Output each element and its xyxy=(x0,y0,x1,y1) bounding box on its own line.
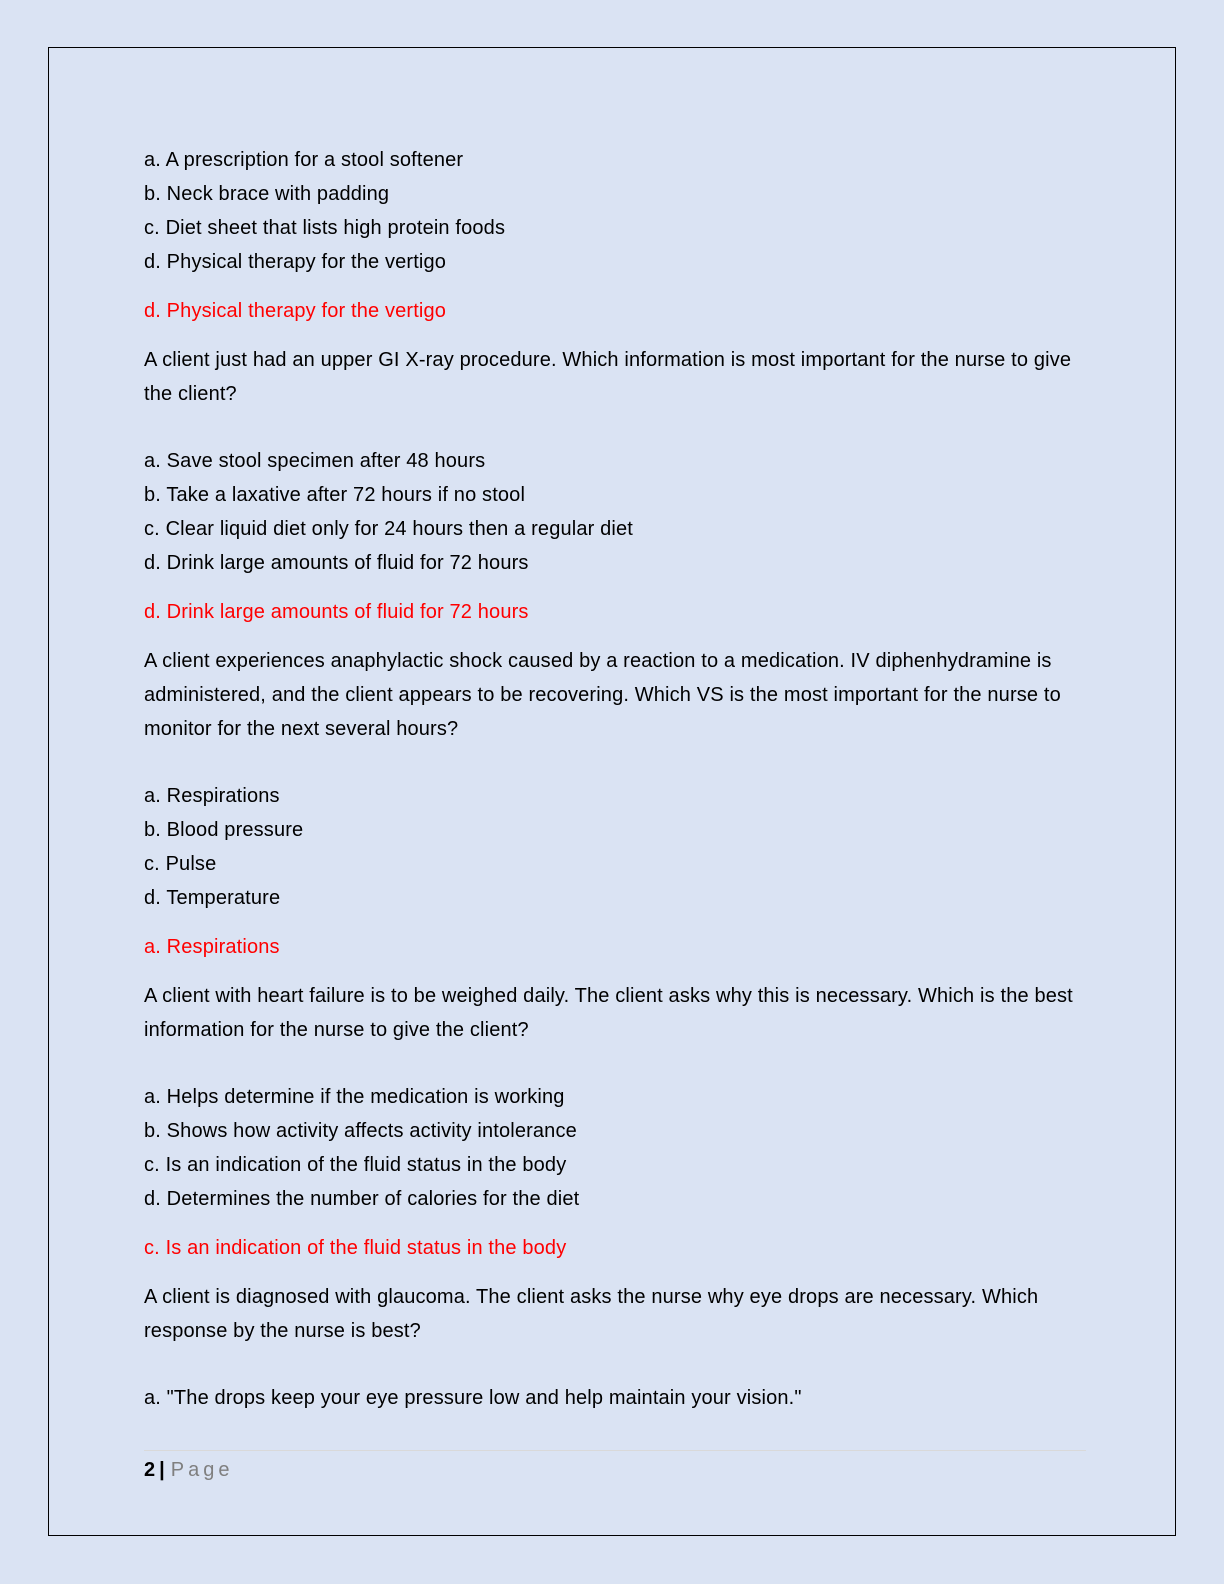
option-a: a. Save stool specimen after 48 hours xyxy=(144,450,486,472)
question-options xyxy=(144,1080,1088,1216)
option-c: c. Diet sheet that lists high protein foods xyxy=(144,217,506,239)
question-text: A client experiences anaphylactic shock caused by a reaction to a medication. IV diphenhydramine is administered, and the client appears to be recovering. Which VS is the most important for the nurse to monitor for the next several hours? xyxy=(144,650,1061,740)
question-text: A client with heart failure is to be weighed daily. The client asks why this is necessary. Which is the best information for the nurse to give the client? xyxy=(144,985,1073,1041)
question-block xyxy=(144,343,1088,580)
correct-answer: d. Physical therapy for the vertigo xyxy=(144,300,447,322)
option-d: d. Drink large amounts of fluid for 72 hours xyxy=(144,552,529,574)
option-d: d. Physical therapy for the vertigo xyxy=(144,251,447,273)
page-label: Page xyxy=(170,1459,234,1481)
option-a: a. Respirations xyxy=(144,785,280,807)
question-block xyxy=(144,979,1088,1216)
document-body xyxy=(144,143,1088,1415)
footer-separator: | xyxy=(159,1459,165,1481)
option-b: b. Take a laxative after 72 hours if no stool xyxy=(144,484,526,506)
footer-divider xyxy=(144,1450,1086,1451)
question-block xyxy=(144,644,1088,915)
question-text: A client is diagnosed with glaucoma. The client asks the nurse why eye drops are necessary. Which response by the nurse is best? xyxy=(144,1286,1039,1342)
option-c: c. Clear liquid diet only for 24 hours then a regular diet xyxy=(144,518,633,540)
option-c: c. Is an indication of the fluid status in the body xyxy=(144,1154,567,1176)
page-number: 2 xyxy=(144,1459,156,1481)
option-b: b. Neck brace with padding xyxy=(144,183,390,205)
correct-answer: a. Respirations xyxy=(144,936,280,958)
question-options xyxy=(144,779,1088,915)
option-d: d. Determines the number of calories for the diet xyxy=(144,1188,580,1210)
question-options xyxy=(144,444,1088,580)
option-c: c. Pulse xyxy=(144,853,217,875)
option-b: b. Shows how activity affects activity intolerance xyxy=(144,1120,577,1142)
question-options xyxy=(144,143,1088,279)
option-a: a. A prescription for a stool softener xyxy=(144,149,464,171)
correct-answer: d. Drink large amounts of fluid for 72 hours xyxy=(144,601,529,623)
option-d: d. Temperature xyxy=(144,887,281,909)
page-footer xyxy=(144,1455,233,1485)
question-block xyxy=(144,1280,1088,1415)
option-a: a. "The drops keep your eye pressure low and help maintain your vision." xyxy=(144,1387,802,1409)
option-a: a. Helps determine if the medication is working xyxy=(144,1086,565,1108)
option-b: b. Blood pressure xyxy=(144,819,304,841)
question-text: A client just had an upper GI X-ray procedure. Which information is most important for the nurse to give the client? xyxy=(144,349,1072,405)
correct-answer: c. Is an indication of the fluid status in the body xyxy=(144,1237,567,1259)
question-options xyxy=(144,1381,1088,1415)
